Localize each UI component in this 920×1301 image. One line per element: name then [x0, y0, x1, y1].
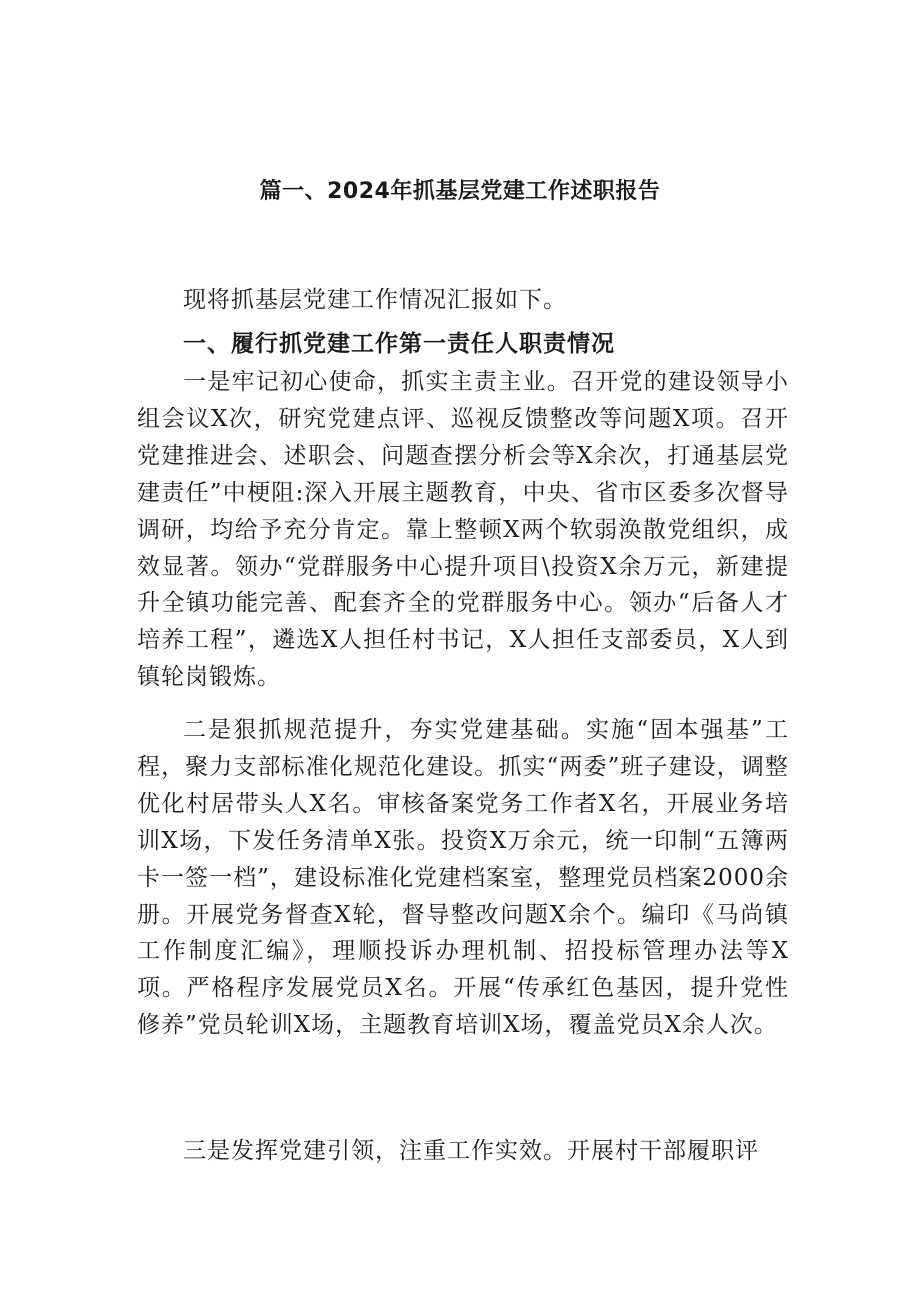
body-paragraph-3: 三是发挥党建引领，注重工作实效。开展村干部履职评 — [183, 1138, 759, 1164]
intro-paragraph: 现将抓基层党建工作情况汇报如下。 — [183, 287, 567, 313]
body-paragraph-2: 二是狠抓规范提升，夯实党建基础。实施“固本强基”工程，聚力支部标准化规范化建设。抓实“两委”班子建设，调整优化村居带头人X名。审核备案党务工作者X名，开展业务培训X场，下发任务清单X张。投资X万余元，统一印制“五簿两卡一签一档”，建设标准化党建档案室，整理党员档案2000余册。开展党务督查X轮，督导整改问题X余个。编印《马尚镇工作制度汇编》，理顺投诉办理机制、招投标管理办法等X项。严格程序发展党员X名。开展“传承红色基因，提升党性修养”党员轮训X场，主题教育培训X场，覆盖党员X余人次。 — [137, 717, 789, 1039]
body-paragraph-1: 一是牢记初心使命，抓实主责主业。召开党的建设领导小组会议X次，研究党建点评、巡视反馈整改等问题X项。召开党建推进会、述职会、问题查摆分析会等X余次，打通基层党建责任”中梗阻:深入开展主题教育，中央、省市区委多次督导调研，均给予充分肯定。靠上整顿X两个软弱涣散党组织，成效显著。领办“党群服务中心提升项目\投资X余万元，新建提升全镇功能完善、配套齐全的党群服务中心。领办“后备人才培养工程”，遴选X人担任村书记，X人担任支部委员，X人到镇轮岗锻炼。 — [137, 369, 789, 691]
section-heading: 一、履行抓党建工作第一责任人职责情况 — [183, 331, 615, 357]
document-title: 篇一、2024年抓基层党建工作述职报告 — [259, 179, 661, 204]
